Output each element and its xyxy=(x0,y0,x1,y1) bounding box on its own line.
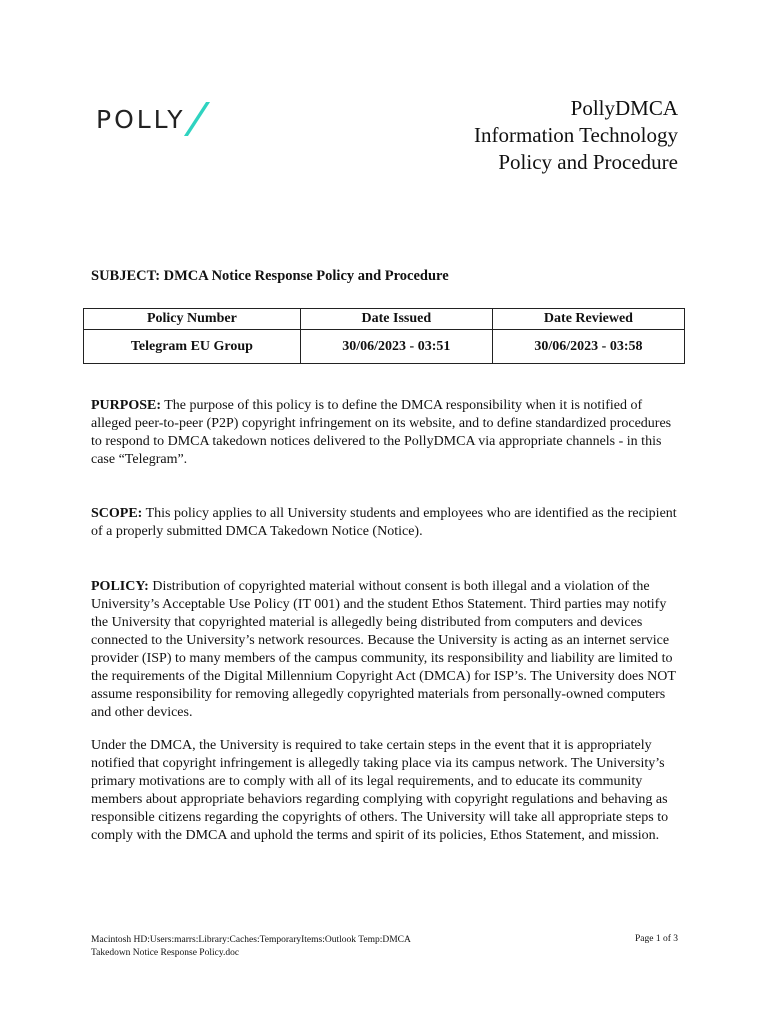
header-policy-number: Policy Number xyxy=(84,309,301,330)
table-header-row xyxy=(84,309,685,330)
scope-label: SCOPE: xyxy=(91,506,143,521)
policy-text: Distribution of copyrighted material without consent is both illegal and a violation of the University’s Acceptable Use Policy (IT 001) and the student Ethos Statement. Third parties may notify the University that copyrighted material is allegedly being distributed from computers and devices connected to the University’s network resources. Because the University is acting as an internet service provider (ISP) to many members of the campus community, its responsibility and liability are limited to the requirements of the Digital Millennium Copyright Act (DMCA) for ISP’s. The University does NOT assume responsibility for removing allegedly copyrighted materials from personally-owned computers and other devices. xyxy=(91,579,676,720)
title-line-1: PollyDMCA xyxy=(570,96,678,120)
purpose-text: The purpose of this policy is to define the DMCA responsibility when it is notified of alleged peer-to-peer (P2P) copyright infringement on its website, and to define standardized procedures to respond to DMCA takedown notices delivered to the PollyDMCA via appropriate channels - in this case “Telegram”. xyxy=(91,398,672,467)
document-title xyxy=(474,95,678,176)
logo-text: POLLY xyxy=(96,104,186,134)
polly-logo xyxy=(96,102,199,136)
policy-info-table xyxy=(83,308,685,364)
footer-file-path: Macintosh HD:Users:marrs:Library:Caches:TemporaryItems:Outlook Temp:DMCA Takedown Notice Response Policy.doc xyxy=(91,935,411,958)
title-line-3: Policy and Procedure xyxy=(498,150,678,174)
purpose-paragraph xyxy=(91,397,681,469)
subject-line xyxy=(91,268,449,285)
cell-policy-number: Telegram EU Group xyxy=(84,330,301,364)
table-row xyxy=(84,330,685,364)
logo-slash-icon xyxy=(184,102,210,136)
subject-text: SUBJECT: DMCA Notice Response Policy and Procedure xyxy=(91,268,449,284)
cell-date-issued: 30/06/2023 - 03:51 xyxy=(300,330,492,364)
policy-label: POLICY: xyxy=(91,579,149,594)
footer-page-number: Page 1 of 3 xyxy=(634,934,678,944)
header-date-issued: Date Issued xyxy=(300,309,492,330)
header-date-reviewed: Date Reviewed xyxy=(492,309,684,330)
purpose-label: PURPOSE: xyxy=(91,398,161,413)
policy-paragraph xyxy=(91,578,681,722)
scope-paragraph xyxy=(91,505,681,541)
dmca-paragraph: Under the DMCA, the University is required to take certain steps in the event that it is appropriately notified that copyright infringement is allegedly taking place via its campus network. The University’s primary motivations are to comply with all of its legal requirements, and to educate its community members about appropriate behaviors regarding complying with copyright regulations and behaving as responsible citizens regarding the copyrights of others. The University will take all appropriate steps to comply with the DMCA and uphold the terms and spirit of its policies, Ethos Statement, and mission. xyxy=(91,738,669,843)
cell-date-reviewed: 30/06/2023 - 03:58 xyxy=(492,330,684,364)
title-line-2: Information Technology xyxy=(473,123,678,147)
scope-text: This policy applies to all University students and employees who are identified as the recipient of a properly submitted DMCA Takedown Notice (Notice). xyxy=(91,506,677,539)
